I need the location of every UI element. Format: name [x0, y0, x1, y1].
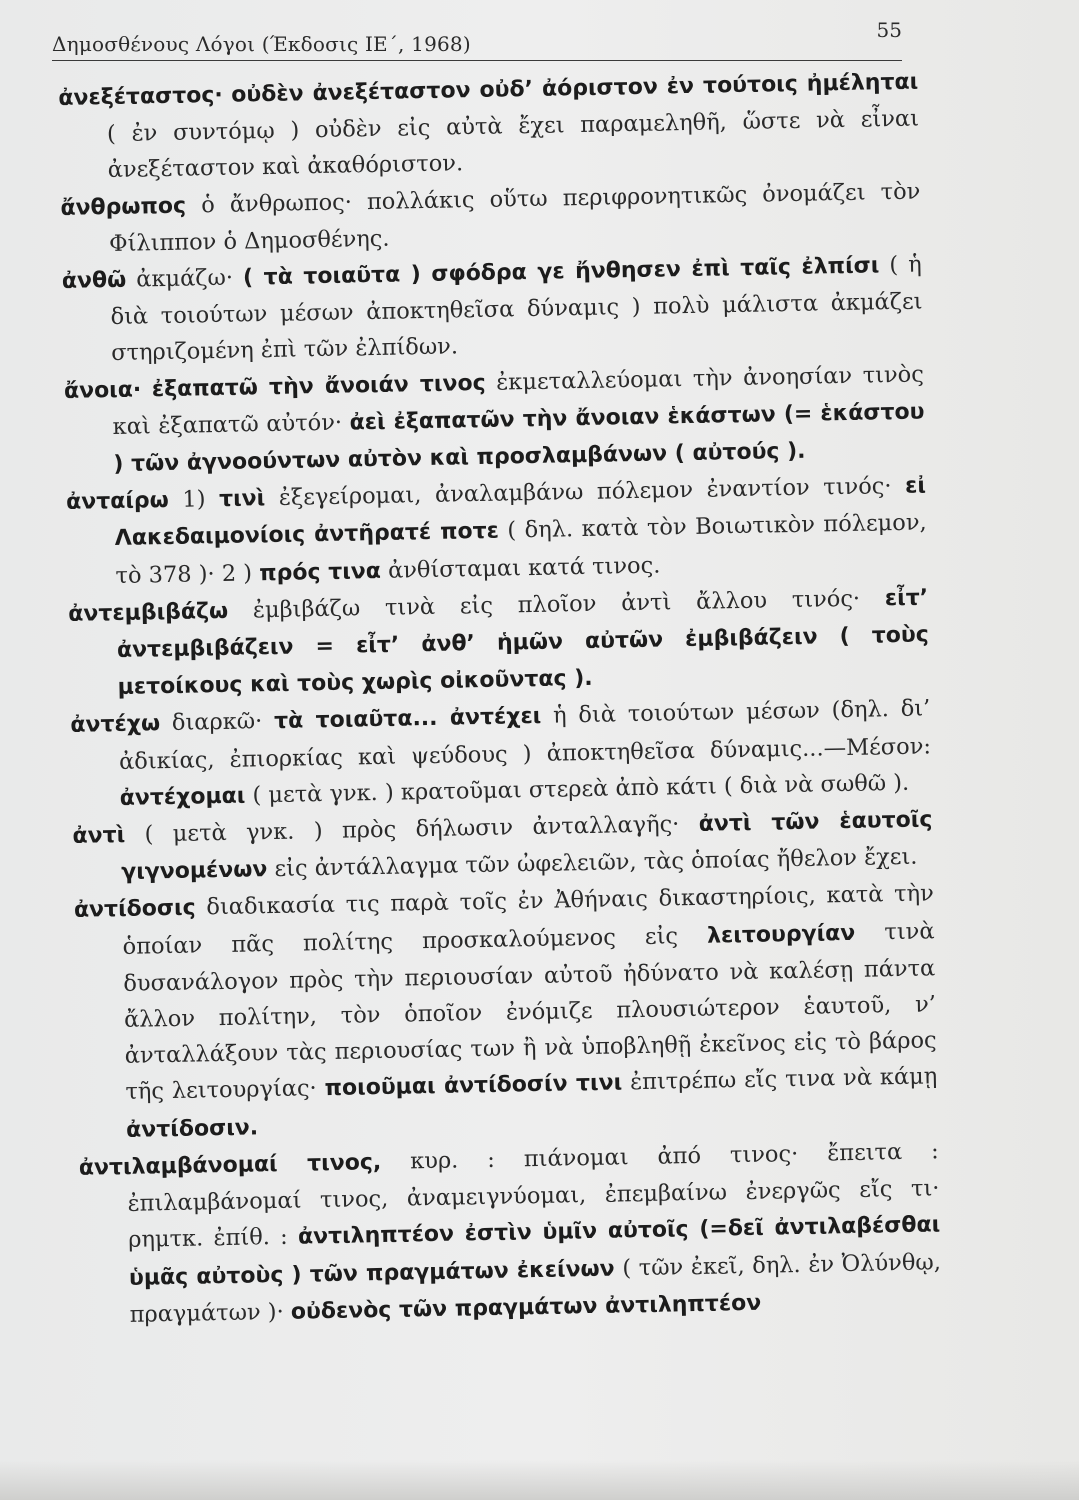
glossary-body [58, 63, 942, 1334]
entry-text: ἐπιτρέπω εἴς τινα νὰ κάμῃ [621, 1063, 938, 1096]
entry-quote: ποιοῦμαι ἀντίδοσίν τινι [324, 1070, 623, 1102]
entry-text: ὁ ἄνθρωπος· πολλάκις οὕτω περιφρονητικῶς ὀνομάζει τὸν Φίλιππον ὁ Δημοσθένης. [108, 178, 921, 257]
entry-antecho [70, 691, 932, 818]
entry-text: ( μετὰ γνκ. ) κρατοῦμαι στερεὰ ἀπὸ κάτι ( διὰ νὰ σωθῶ ). [245, 769, 910, 809]
entry-anexetastos [58, 63, 920, 189]
entry-text: 1) [168, 486, 220, 514]
entry-headword: ἀντίδοσις [73, 895, 196, 924]
entry-quote: τινὶ [218, 486, 266, 513]
entry-headword: ἀντεμβιβάζω [68, 598, 229, 627]
entry-text: τινὰ δυσανάλογον πρὸς τὴν περιουσίαν αὐτοῦ ἠδύνατο νὰ καλέσῃ πάντα ἄλλον πολίτην, τὸν ὁποῖον ἐνόμιζε πλουσιώτερον ἑαυτοῦ, ν’ ἀνταλλάξουν τὰς περιουσίας των ἢ νὰ ὑποβληθῇ ἐκεῖνος εἰς τὸ βάρος τῆς λειτουργίας· [123, 918, 937, 1106]
entry-text: ἀνθίσταμαι κατά τινος. [380, 552, 661, 584]
entry-anoia [64, 356, 926, 484]
entry-text: ἡ διὰ τοιούτων μέσων (δηλ. δι’ ἀδικίας, ἐπιορκίας καὶ ψεύδους ) ἀποκτηθεῖσα δύναμις...—Μέσον: [118, 695, 932, 775]
entry-antairo [66, 468, 928, 596]
entry-text: διαδικασία τις παρὰ τοῖς ἐν Ἀθήναις δικαστηρίοις, κατὰ τὴν ὁποίαν πᾶς πολίτης προσκαλούμενος εἰς [122, 880, 935, 960]
header-title: Δημοσθένους Λόγοι (Έκδοσις ΙΕ΄, 1968) [52, 32, 471, 56]
entry-text: ( μετὰ γνκ. ) πρὸς δήλωσιν ἀνταλλαγῆς· [124, 810, 699, 848]
entry-antembibazo [68, 579, 930, 707]
entry-text: ἐμβιβάζω τινὰ εἰς πλοῖον ἀντὶ ἄλλου τινός· [227, 585, 886, 624]
header-rule [52, 60, 902, 61]
entry-antilambanomai [79, 1133, 942, 1334]
entry-text: διαρκῶ· [159, 708, 275, 737]
entry-headword: ἄνοια· [63, 377, 142, 404]
entry-text: ( δηλ. κατὰ τὸν Βοιωτικὸν πόλεμον, τὸ 378 )· 2 ) [115, 509, 927, 589]
entry-quote: οὐδενὸς τῶν πραγμάτων ἀντιληπτέον [290, 1290, 762, 1325]
entry-headword: ἀντέχω [70, 711, 161, 739]
entry-quote: ἀεὶ ἐξαπατῶν τὴν ἄνοιαν ἑκάστων (= ἑκάστου ) τῶν ἀγνοούντων αὐτὸν καὶ προσλαμβάνων ( αὐτούς ). [113, 399, 925, 478]
entry-text: ( ἐν συντόμῳ ) οὐδὲν εἰς αὐτὰ ἔχει παραμεληθῆ, ὥστε νὰ εἶναι ἀνεξέταστον καὶ ἀκαθόριστον. [106, 105, 920, 184]
entry-text [141, 376, 152, 402]
entry-text: εἰς ἀντάλλαγμα τῶν ὠφελειῶν, τὰς ὁποίας ἤθελον ἔχει. [267, 843, 918, 883]
entry-headword: ἀνθῶ [61, 267, 127, 294]
entry-headword: ἀντὶ [72, 822, 126, 849]
entry-text: ἀκμάζω· [125, 264, 244, 293]
entry-antidosis [74, 876, 939, 1150]
entry-text: ἐξεγείρομαι, ἀναλαμβάνω πόλεμον ἐναντίον τινός· [264, 473, 906, 512]
entry-headword: ἄνθρωπος [60, 193, 187, 221]
entry-antho [62, 246, 924, 372]
entry-quote: ( τὰ τοιαῦτα ) σφόδρα γε ἤνθησεν ἐπὶ ταῖς ἐλπίσι [242, 253, 880, 291]
entry-quote: οὐδὲν ἀνεξέταστον οὐδ’ ἀόριστον ἐν τούτοις ἠμέληται [231, 69, 919, 108]
entry-quote: ἀντίδοσιν. [125, 1115, 259, 1143]
page-number: 55 [876, 18, 902, 42]
entry-text: κυρ. : πιάνομαι ἀπό τινος· ἔπειτα : ἐπιλαμβάνομαί τινος, ἀναμειγνύομαι, ἐπεμβαίνω ἐνεργῶς εἴς τι· ρημτκ. ἐπίθ. : [127, 1138, 940, 1254]
running-header [52, 18, 902, 62]
entry-headword: ἀντιλαμβάνομαί τινος, [78, 1149, 382, 1181]
page-bottom-shadow [0, 1460, 1079, 1500]
entry-quote: ἀντέχομαι [119, 783, 246, 811]
entry-quote: λειτουργίαν [706, 920, 856, 949]
entry-quote: εἰ Λακεδαιμονίοις ἀντῆρατέ ποτε [114, 473, 927, 552]
entry-quote: ἐξαπατῶ τὴν ἄνοιάν τινος [151, 370, 486, 402]
entry-headword: ἀνεξέταστος· [58, 82, 224, 111]
entry-quote: εἶτ’ ἀντεμβιβάζειν = εἶτ’ ἀνθ’ ἡμῶν αὐτῶν ἐμβιβάζειν ( τοὺς μετοίκους καὶ τοὺς χωρὶς οἰκοῦντας ). [116, 585, 930, 701]
entry-quote: ἀντὶ τῶν ἑαυτοῖς γιγνομένων [120, 807, 933, 886]
entry-quote: τὰ τοιαῦτα... ἀντέχει [273, 704, 542, 735]
entry-text: ( ἡ διὰ τοιούτων μέσων ἀποκτηθεῖσα δύναμις ) πολὺ μάλιστα ἀκμάζει στηριζομένη ἐπὶ τῶν ἐλπίδων. [110, 251, 923, 367]
entry-text: ἐκμεταλλεύομαι τὴν ἀνοησίαν τινὸς καὶ ἐξαπατῶ αὐτόν· [112, 361, 925, 440]
entry-headword: ἀνταίρω [65, 488, 170, 516]
entry-quote: πρός τινα [259, 558, 382, 586]
entry-text: ( τῶν ἐκεῖ, δηλ. ἐν Ὀλύνθῳ, πραγμάτων )· [129, 1248, 942, 1328]
entry-quote: ἀντιληπτέον ἐστὶν ὑμῖν αὐτοῖς (=δεῖ ἀντιλαβέσθαι ὑμᾶς αὐτοὺς ) τῶν πραγμάτων ἐκείνων [128, 1212, 941, 1291]
